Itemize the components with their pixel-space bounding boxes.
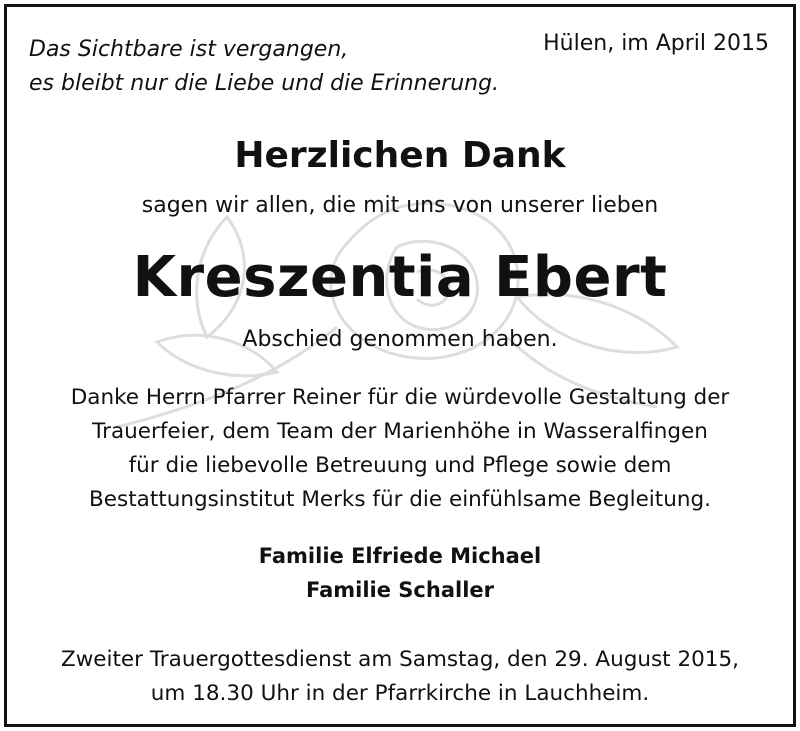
service-line: um 18.30 Uhr in der Pfarrkirche in Lauchheim. [150, 681, 650, 706]
service-line: Zweiter Trauergottesdienst am Samstag, den 29. August 2015, [60, 647, 739, 672]
intro-text: sagen wir allen, die mit uns von unserer lieben [141, 193, 659, 218]
motto-line-2: es bleibt nur die Liebe und die Erinnerung. [29, 71, 500, 96]
thanks-line: Danke Herrn Pfarrer Reiner für die würdevolle Gestaltung der [70, 385, 730, 410]
thanks-line: für die liebevolle Betreuung und Pflege sowie dem [128, 453, 672, 478]
farewell-text: Abschied genommen haben. [242, 327, 558, 352]
motto-line-1: Das Sichtbare ist vergangen, [29, 37, 349, 62]
obituary-card [4, 4, 796, 727]
thanks-line: Trauerfeier, dem Team der Marienhöhe in Wasseralfingen [92, 419, 708, 444]
family-name: Familie Elfriede Michael [258, 544, 542, 568]
heading: Herzlichen Dank [234, 135, 566, 176]
thanks-line: Bestattungsinstitut Merks für die einfühlsame Begleitung. [89, 487, 711, 512]
deceased-name: Kreszentia Ebert [132, 245, 668, 310]
place-date: Hülen, im April 2015 [543, 31, 769, 56]
family-name: Familie Schaller [305, 578, 494, 602]
